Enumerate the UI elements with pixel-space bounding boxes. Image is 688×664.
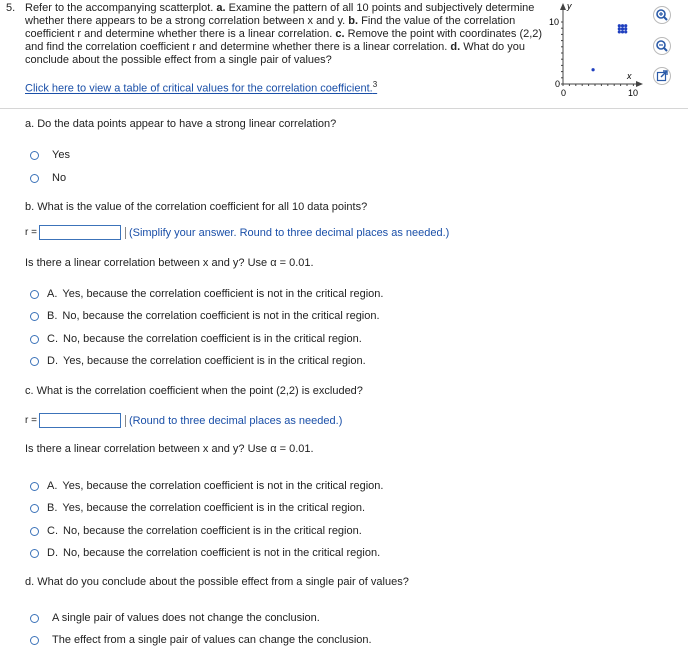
part-d-option-2[interactable] (30, 634, 372, 646)
radio-button[interactable] (30, 312, 39, 321)
question-text-segment: What do you conclude about the possible effect from a single pair of values? (25, 41, 525, 66)
critical-values-link[interactable] (25, 80, 377, 95)
y-axis-arrow (560, 3, 566, 10)
question-text-segment: c. (335, 28, 345, 40)
question-text-segment: b. (348, 15, 359, 27)
question-text-segment: a. (216, 2, 226, 14)
option-label: Yes, because the correlation coefficient is in the critical region. (62, 502, 366, 514)
option-letter: D. (47, 547, 58, 559)
part-c-answer-row (25, 413, 342, 428)
scatter-point (618, 27, 621, 30)
y-tick-label-10: 10 (549, 17, 560, 27)
critical-values-link-text[interactable]: Click here to view a table of critical values for the correlation coefficient. (25, 82, 373, 95)
part-b-answer-row (25, 225, 449, 240)
part-a-question: a. Do the data points appear to have a strong linear correlation? (25, 118, 337, 130)
question-text-segment: Find the value of the correlation coefficient r and determine whether there is a linear correlation. (25, 15, 516, 40)
scatter-point (621, 24, 624, 27)
radio-button[interactable] (30, 357, 39, 366)
scatter-point (618, 30, 621, 33)
radio-button[interactable] (30, 290, 39, 299)
option-label: No, because the correlation coefficient is in the critical region. (63, 333, 362, 345)
x-tick-label-10: 10 (628, 88, 639, 98)
part-a-option-no[interactable] (30, 172, 66, 184)
option-letter: B. (47, 310, 58, 322)
radio-button[interactable] (30, 482, 39, 491)
question-text-segment: d. (450, 41, 461, 53)
part-c-question: c. What is the correlation coefficient when the point (2,2) is excluded? (25, 385, 363, 397)
part-b-r-input[interactable] (39, 225, 121, 240)
y-tick-label-0: 0 (555, 79, 561, 89)
x-axis-label: x (627, 71, 632, 81)
radio-button[interactable] (30, 527, 39, 536)
option-letter: C. (47, 525, 58, 537)
link-footnote: 3 (372, 80, 378, 89)
option-label: No, because the correlation coefficient is in the critical region. (63, 525, 362, 537)
radio-button[interactable] (30, 614, 39, 623)
scatter-point (624, 27, 627, 30)
option-label: Yes (52, 149, 70, 161)
part-c-option-b[interactable] (30, 502, 365, 514)
question-text-segment: Remove the point with coordinates (2,2) and find the correlation coefficient r and determine whether there is a linear correlation. (25, 28, 543, 53)
radio-button[interactable] (30, 636, 39, 645)
zoom-out-icon[interactable] (653, 37, 671, 55)
part-a-option-yes[interactable] (30, 149, 70, 161)
part-b-option-a[interactable] (30, 288, 383, 300)
option-label: The effect from a single pair of values can change the conclusion. (52, 634, 372, 646)
part-c-hint: (Round to three decimal places as needed.) (125, 415, 342, 427)
question-text (25, 2, 555, 67)
section-divider (0, 108, 688, 109)
part-d-question: d. What do you conclude about the possible effect from a single pair of values? (25, 576, 409, 588)
scatter-point (624, 30, 627, 33)
option-letter: A. (47, 480, 58, 492)
option-letter: D. (47, 355, 58, 367)
scatter-point-outlier (591, 68, 594, 71)
radio-button[interactable] (30, 504, 39, 513)
radio-button[interactable] (30, 174, 39, 183)
x-tick-label-0: 0 (561, 88, 567, 98)
r-label: r = (25, 415, 37, 426)
part-b-option-d[interactable] (30, 355, 366, 367)
part-c-option-d[interactable] (30, 547, 380, 559)
part-b-hint: (Simplify your answer. Round to three decimal places as needed.) (125, 227, 449, 239)
radio-button[interactable] (30, 335, 39, 344)
r-label: r = (25, 227, 37, 238)
part-b-option-b[interactable] (30, 310, 380, 322)
scatter-point (621, 27, 624, 30)
question-number: 5. (6, 2, 16, 14)
part-d-option-1[interactable] (30, 612, 320, 624)
radio-button[interactable] (30, 151, 39, 160)
scatterplot (548, 0, 646, 104)
part-c-linear-question: Is there a linear correlation between x and y? Use α = 0.01. (25, 443, 314, 455)
option-label: Yes, because the correlation coefficient is not in the critical region. (62, 288, 384, 300)
part-c-option-a[interactable] (30, 480, 383, 492)
part-b-option-c[interactable] (30, 333, 362, 345)
part-b-linear-question: Is there a linear correlation between x and y? Use α = 0.01. (25, 257, 314, 269)
scatter-point (624, 24, 627, 27)
option-letter: A. (47, 288, 58, 300)
question-text-segment: Refer to the accompanying scatterplot. (25, 2, 217, 14)
option-label: No, because the correlation coefficient is not in the critical region. (63, 547, 381, 559)
option-label: No (52, 172, 67, 184)
part-c-option-c[interactable] (30, 525, 362, 537)
option-label: No, because the correlation coefficient is not in the critical region. (62, 310, 380, 322)
option-letter: C. (47, 333, 58, 345)
expand-popout-icon[interactable] (653, 67, 671, 85)
question-text-segment: Examine the pattern of all 10 points and subjectively determine whether there appears to be a strong correlation between x and y. (25, 2, 535, 27)
option-label: A single pair of values does not change the conclusion. (52, 612, 320, 624)
x-axis-arrow (636, 81, 643, 87)
option-letter: B. (47, 502, 58, 514)
scatter-point (618, 24, 621, 27)
part-b-question: b. What is the value of the correlation coefficient for all 10 data points? (25, 201, 368, 213)
option-label: Yes, because the correlation coefficient is in the critical region. (63, 355, 366, 367)
part-c-r-input[interactable] (39, 413, 121, 428)
radio-button[interactable] (30, 549, 39, 558)
option-label: Yes, because the correlation coefficient is not in the critical region. (62, 480, 384, 492)
scatter-point (621, 30, 624, 33)
zoom-in-icon[interactable] (653, 6, 671, 24)
y-axis-label: y (567, 1, 572, 11)
